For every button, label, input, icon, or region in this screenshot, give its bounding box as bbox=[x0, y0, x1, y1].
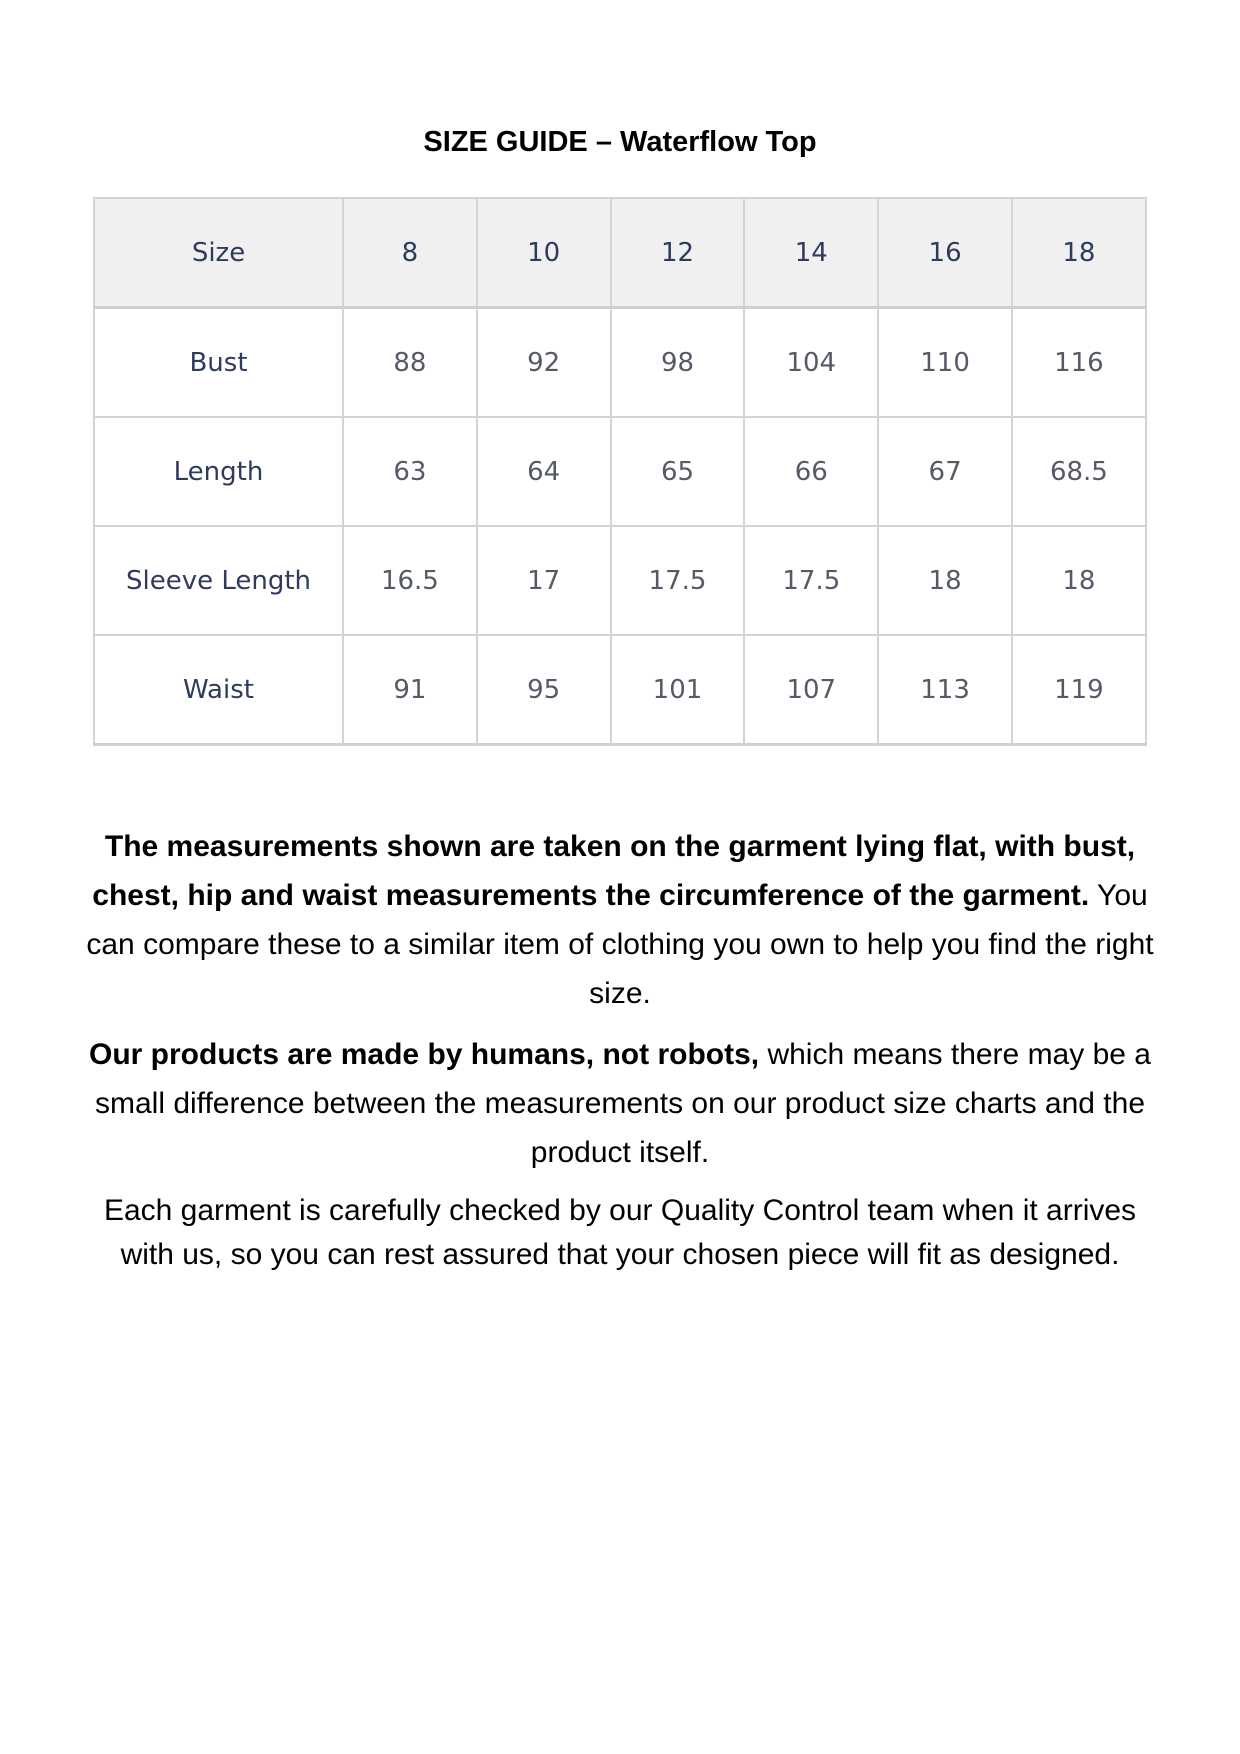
table-cell: 17.5 bbox=[611, 526, 745, 635]
table-cell: 91 bbox=[343, 635, 477, 745]
note-text: which means there may be a small difference between the measurements on our product size charts and the product itself. bbox=[94, 1038, 1151, 1169]
measurement-notes bbox=[75, 822, 1165, 1289]
note-bold-text: Our products are made by humans, not robots, bbox=[89, 1038, 760, 1071]
header-cell-size: 18 bbox=[1012, 198, 1146, 308]
table-cell: 67 bbox=[878, 417, 1012, 526]
header-cell-size: 12 bbox=[611, 198, 745, 308]
table-row-length bbox=[94, 417, 1146, 526]
table-cell: 110 bbox=[878, 308, 1012, 418]
table-cell: 92 bbox=[477, 308, 611, 418]
table-cell: 68.5 bbox=[1012, 417, 1146, 526]
row-label: Sleeve Length bbox=[94, 526, 343, 635]
row-label: Bust bbox=[94, 308, 343, 418]
note-paragraph-humans bbox=[75, 1030, 1165, 1177]
table-cell: 88 bbox=[343, 308, 477, 418]
note-text: You can compare these to a similar item of clothing you own to help you find the right size. bbox=[86, 879, 1154, 1010]
table-cell: 66 bbox=[744, 417, 878, 526]
header-cell-size: 10 bbox=[477, 198, 611, 308]
table-row-bust bbox=[94, 308, 1146, 418]
table-cell: 17.5 bbox=[744, 526, 878, 635]
note-bold-text: The measurements shown are taken on the garment lying flat, with bust, chest, hip and waist measurements the circumference of the garment. bbox=[92, 830, 1136, 912]
table-cell: 107 bbox=[744, 635, 878, 745]
table-cell: 98 bbox=[611, 308, 745, 418]
table-cell: 64 bbox=[477, 417, 611, 526]
table-cell: 18 bbox=[1012, 526, 1146, 635]
table-cell: 63 bbox=[343, 417, 477, 526]
table-cell: 18 bbox=[878, 526, 1012, 635]
table-cell: 101 bbox=[611, 635, 745, 745]
table-cell: 95 bbox=[477, 635, 611, 745]
header-cell-size: 8 bbox=[343, 198, 477, 308]
table-row-waist bbox=[94, 635, 1146, 745]
table-cell: 16.5 bbox=[343, 526, 477, 635]
table-cell: 17 bbox=[477, 526, 611, 635]
table-cell: 116 bbox=[1012, 308, 1146, 418]
size-table bbox=[93, 197, 1147, 746]
table-cell: 65 bbox=[611, 417, 745, 526]
table-row-sleeve-length bbox=[94, 526, 1146, 635]
table-cell: 104 bbox=[744, 308, 878, 418]
header-cell-size-label: Size bbox=[94, 198, 343, 308]
table-header-row bbox=[94, 198, 1146, 308]
note-paragraph-quality-control: Each garment is carefully checked by our Quality Control team when it arrives with us, so you can rest assured that your chosen piece will fit as designed. bbox=[103, 1194, 1137, 1271]
header-cell-size: 14 bbox=[744, 198, 878, 308]
table-cell: 119 bbox=[1012, 635, 1146, 745]
row-label: Length bbox=[94, 417, 343, 526]
page-title: SIZE GUIDE – Waterflow Top bbox=[423, 126, 817, 158]
note-paragraph-measurements bbox=[75, 822, 1165, 1018]
row-label: Waist bbox=[94, 635, 343, 745]
table-cell: 113 bbox=[878, 635, 1012, 745]
header-cell-size: 16 bbox=[878, 198, 1012, 308]
size-table-container bbox=[93, 197, 1145, 746]
